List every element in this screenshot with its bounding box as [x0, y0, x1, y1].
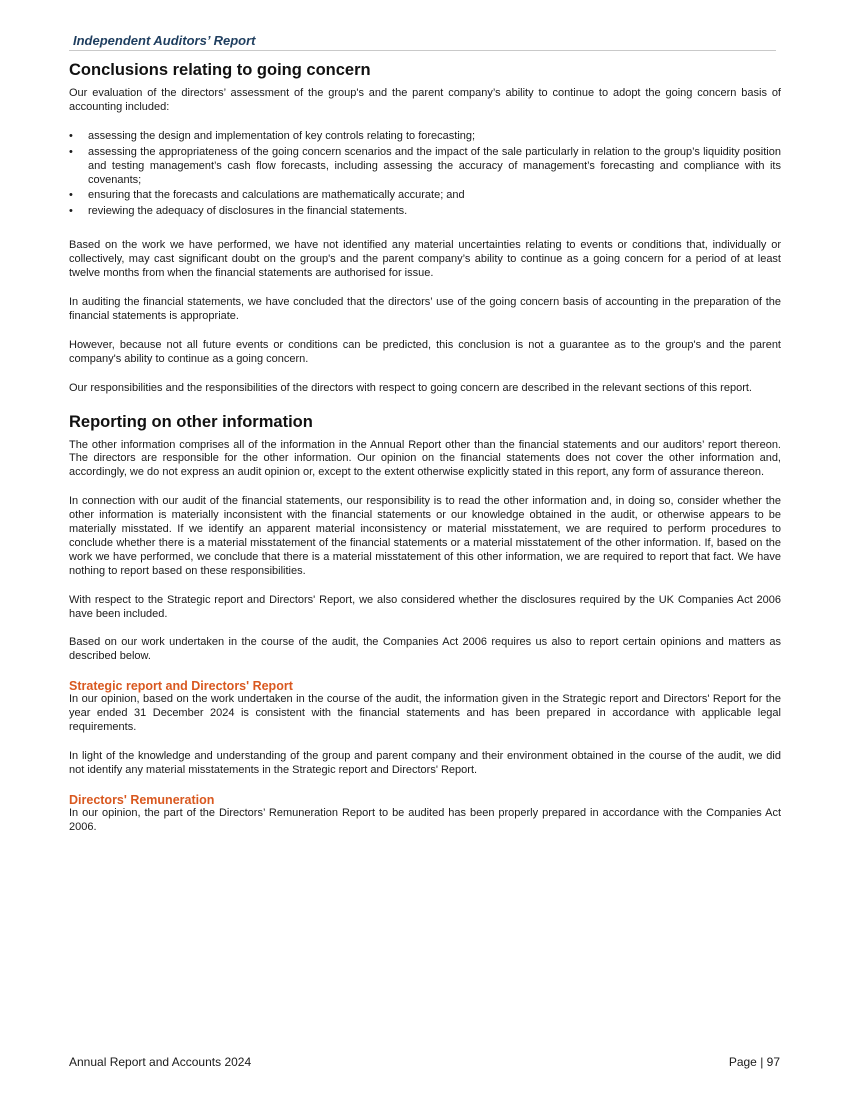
- bullet-icon: •: [69, 145, 73, 158]
- list-item: [69, 146, 781, 188]
- list-item-text: reviewing the adequacy of disclosures in the financial statements.: [88, 205, 408, 218]
- going-concern-paragraph: Based on the work we have performed, we have not identified any material uncertainties relating to events or conditions that, individually or collectively, may cast significant doubt on the group's and the parent company’s ability to continue as a going concern for a period of at least twelve months from when the financial statements are authorised for issue.: [69, 239, 781, 280]
- running-header: [69, 32, 776, 51]
- other-information-paragraph: With respect to the Strategic report and Directors' Report, we also considered whether the disclosures required by the UK Companies Act 2006 have been included.: [69, 593, 781, 620]
- footer-page-number: Page | 97: [728, 1055, 780, 1069]
- strategic-report-heading: Strategic report and Directors' Report: [69, 679, 293, 694]
- going-concern-paragraph: In auditing the financial statements, we have concluded that the directors’ use of the going concern basis of accounting in the preparation of the financial statements is appropriate.: [69, 295, 781, 322]
- running-header-title: Independent Auditors’ Report: [73, 33, 256, 48]
- other-information-paragraph: The other information comprises all of the information in the Annual Report other than the financial statements and our auditors’ report thereon. The directors are responsible for the other information. Our opinion on the financial statements does not cover the other information and, accordingly, we do not express an audit opinion or, except to the extent otherwise explicitly stated in this report, any form of assurance thereon.: [69, 438, 781, 479]
- remuneration-heading: Directors' Remuneration: [69, 792, 215, 807]
- list-item-text: ensuring that the forecasts and calculations are mathematically accurate; and: [88, 189, 465, 202]
- list-item-text: assessing the appropriateness of the going concern scenarios and the impact of the sale particularly in relation to the group’s liquidity position and testing management’s cash flow forecasts, including assessing the accuracy of management’s forecasting and compliance with its covenants;: [88, 145, 781, 186]
- list-item: [69, 205, 781, 219]
- list-item-text: assessing the design and implementation of key controls relating to forecasting;: [88, 129, 476, 142]
- footer-report-title: Annual Report and Accounts 2024: [69, 1055, 252, 1069]
- going-concern-paragraph: Our responsibilities and the responsibilities of the directors with respect to going concern are described in the relevant sections of this report.: [69, 381, 752, 394]
- page-body: [69, 60, 781, 850]
- bullet-icon: •: [69, 129, 73, 142]
- remuneration-paragraph: In our opinion, the part of the Directors’ Remuneration Report to be audited has been properly prepared in accordance with the Companies Act 2006.: [69, 806, 781, 833]
- strategic-report-paragraph: In our opinion, based on the work undertaken in the course of the audit, the information given in the Strategic report and Directors' Report for the year ended 31 December 2024 is consistent with the financial statements and has been prepared in accordance with applicable legal requirements.: [69, 693, 781, 734]
- strategic-report-paragraph: In light of the knowledge and understanding of the group and parent company and their environment obtained in the course of the audit, we did not identify any material misstatements in the Strategic report and Directors' Report.: [69, 750, 781, 776]
- going-concern-intro: Our evaluation of the directors’ assessment of the group's and the parent company’s ability to continue to adopt the going concern basis of accounting included:: [69, 87, 781, 113]
- list-item: [69, 130, 781, 144]
- bullet-icon: •: [69, 189, 73, 202]
- list-item: [69, 189, 781, 203]
- going-concern-procedures-list: [69, 130, 781, 219]
- other-information-paragraph: Based on our work undertaken in the course of the audit, the Companies Act 2006 requires us also to report certain opinions and matters as described below.: [69, 636, 781, 663]
- going-concern-paragraph: However, because not all future events or conditions can be predicted, this conclusion is not a guarantee as to the group's and the parent company's ability to continue as a going concern.: [69, 338, 781, 365]
- other-information-heading: Reporting on other information: [69, 412, 313, 431]
- bullet-icon: •: [69, 205, 73, 218]
- other-information-paragraph: In connection with our audit of the financial statements, our responsibility is to read the other information and, in doing so, consider whether the other information is materially inconsistent with the financial statements or our knowledge obtained in the audit, or otherwise appears to be materially misstated. If we identify an apparent material inconsistency or material misstatement, we are required to perform procedures to conclude whether there is a material misstatement of the financial statements or a material misstatement of the other information. If, based on the work we have performed, we conclude that there is a material misstatement of this other information, we are required to report that fact. We have nothing to report based on these responsibilities.: [69, 495, 781, 577]
- going-concern-heading: Conclusions relating to going concern: [69, 61, 371, 79]
